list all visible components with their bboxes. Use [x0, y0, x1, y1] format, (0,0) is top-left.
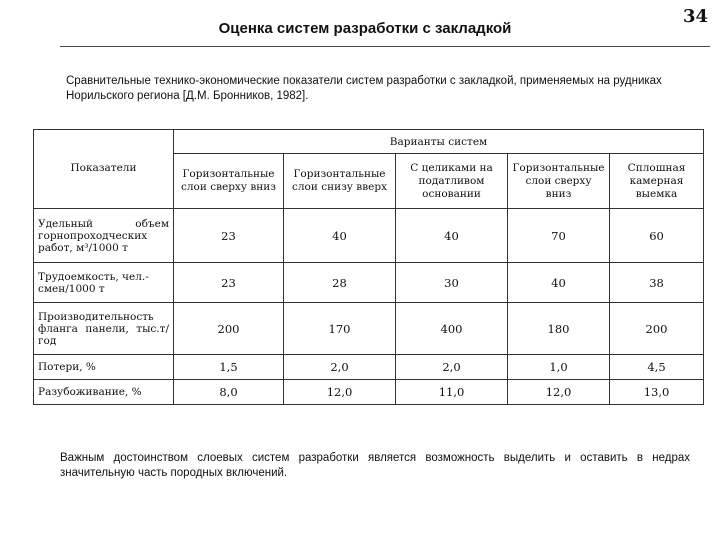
table-cell: 200 — [174, 303, 284, 355]
row-label: Потери, % — [34, 355, 174, 380]
table-cell: 70 — [508, 209, 610, 263]
table-cell: 40 — [396, 209, 508, 263]
table-cell: 2,0 — [284, 355, 396, 380]
table-cell: 12,0 — [508, 380, 610, 405]
table-cell: 28 — [284, 263, 396, 303]
table-cell: 4,5 — [610, 355, 704, 380]
row-label: Трудоемкость, чел.-смен/1000 т — [34, 263, 174, 303]
page-number: 34 — [682, 6, 708, 27]
table-row — [34, 209, 704, 263]
column-header: Горизонтальные слои сверху вниз — [174, 154, 284, 209]
column-header: Горизонтальные слои снизу вверх — [284, 154, 396, 209]
table-cell: 30 — [396, 263, 508, 303]
table-cell: 60 — [610, 209, 704, 263]
column-header: Сплошная камерная выемка — [610, 154, 704, 209]
row-label: Разубоживание, % — [34, 380, 174, 405]
table-cell: 1,0 — [508, 355, 610, 380]
table-cell: 170 — [284, 303, 396, 355]
table-cell: 2,0 — [396, 355, 508, 380]
column-header: Горизонтальные слои сверху вниз — [508, 154, 610, 209]
table-cell: 200 — [610, 303, 704, 355]
table-cell: 23 — [174, 263, 284, 303]
table-cell: 1,5 — [174, 355, 284, 380]
table-cell: 13,0 — [610, 380, 704, 405]
table-cell: 8,0 — [174, 380, 284, 405]
row-header-label: Показатели — [34, 130, 174, 209]
table-cell: 38 — [610, 263, 704, 303]
table-row — [34, 263, 704, 303]
row-label: Производительность фланга панели, тыс.т/год — [34, 303, 174, 355]
table-row — [34, 380, 704, 405]
intro-paragraph: Сравнительные технико-экономические показатели систем разработки с закладкой, применяемых на рудниках Норильского региона [Д.М. Бронников, 1982]. — [66, 75, 662, 102]
closing-paragraph: Важным достоинством слоевых систем разработки является возможность выделить и оставить в недрах значительную часть породных включений. — [60, 452, 690, 479]
row-label: Удельный объем горнопроходческих работ, м³/1000 т — [34, 209, 174, 263]
table-cell: 23 — [174, 209, 284, 263]
table-cell: 400 — [396, 303, 508, 355]
table-cell: 180 — [508, 303, 610, 355]
table-cell: 11,0 — [396, 380, 508, 405]
group-header: Варианты систем — [174, 130, 704, 154]
table-row — [34, 355, 704, 380]
table-cell: 12,0 — [284, 380, 396, 405]
column-header: С целиками на податливом основании — [396, 154, 508, 209]
slide-title: Оценка систем разработки с закладкой — [218, 20, 512, 37]
title-divider — [60, 46, 710, 47]
table-row — [34, 303, 704, 355]
table-cell: 40 — [284, 209, 396, 263]
table-cell: 40 — [508, 263, 610, 303]
comparison-table — [33, 129, 704, 405]
